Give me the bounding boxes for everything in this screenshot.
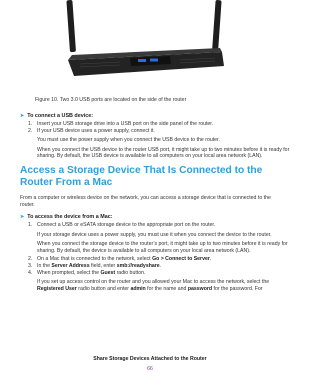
connect-steps [28,121,290,160]
section-heading: Access a Storage Device That Is Connected to the Router From a Mac [20,165,263,188]
section-intro: From a computer or wireless device on the network, you can access a storage device that is connected to the router. [20,195,271,208]
procedure-title-connect [20,113,93,119]
router-figure [60,0,230,80]
procedure-title-mac [20,214,113,220]
step-1-note: If your storage device uses a power supply, you must use it when you connect the device to the router. [37,231,272,238]
step-4-note: If you set up access control on the router and you allowed your Mac to access the network, select the Registered User radio button and enter admin for the name and password for the password. For [37,279,270,292]
step-4: 4. When prompted, select the Guest radio button. [28,269,146,276]
procedure-title-text: To connect a USB device: [27,113,94,119]
usb-port-1 [138,59,146,62]
footer-title: Share Storage Devices Attached to the Router [93,356,207,362]
mac-steps [28,222,290,292]
step-1: 1. Connect a USB or eSATA storage device to the appropriate port on the router. [28,222,216,228]
step-2: 2. If your USB device uses a power supply, connect it. [28,127,155,134]
router-illustration [60,0,230,80]
arrow-right-icon: ➤ [20,113,25,119]
page-number: 66 [147,366,153,372]
antenna-right [212,0,222,52]
arrow-right-icon: ➤ [20,214,25,220]
procedure-title-text: To access the device from a Mac: [27,214,113,220]
antenna-left [66,0,76,52]
usb-port-2 [150,59,158,62]
step-2-note-2: When you connect the USB device to the router USB port, it might take up to two minutes before it is ready for sharing. By default, the USB device is available to all computers on your local area network (LAN). [37,146,290,160]
step-2: 2. On a Mac that is connected to the network, select Go > Connect to Server. [28,256,212,263]
step-1: 1. Insert your USB storage drive into a USB port on the side panel of the router. [28,121,214,127]
figure-caption: Figure 10. Two 3.0 USB ports are located on the side of the router [35,97,187,103]
step-1-note-2: When you connect the storage device to the router’s port, it might take up to two minutes before it is ready for sharing. By default, the device is available to all computers on your local area network (LAN). [37,241,288,254]
step-3: 3. In the Server Address field, enter smb://readyshare. [28,262,162,269]
step-2-note: You must use the power supply when you connect the USB device to the router. [37,137,220,144]
